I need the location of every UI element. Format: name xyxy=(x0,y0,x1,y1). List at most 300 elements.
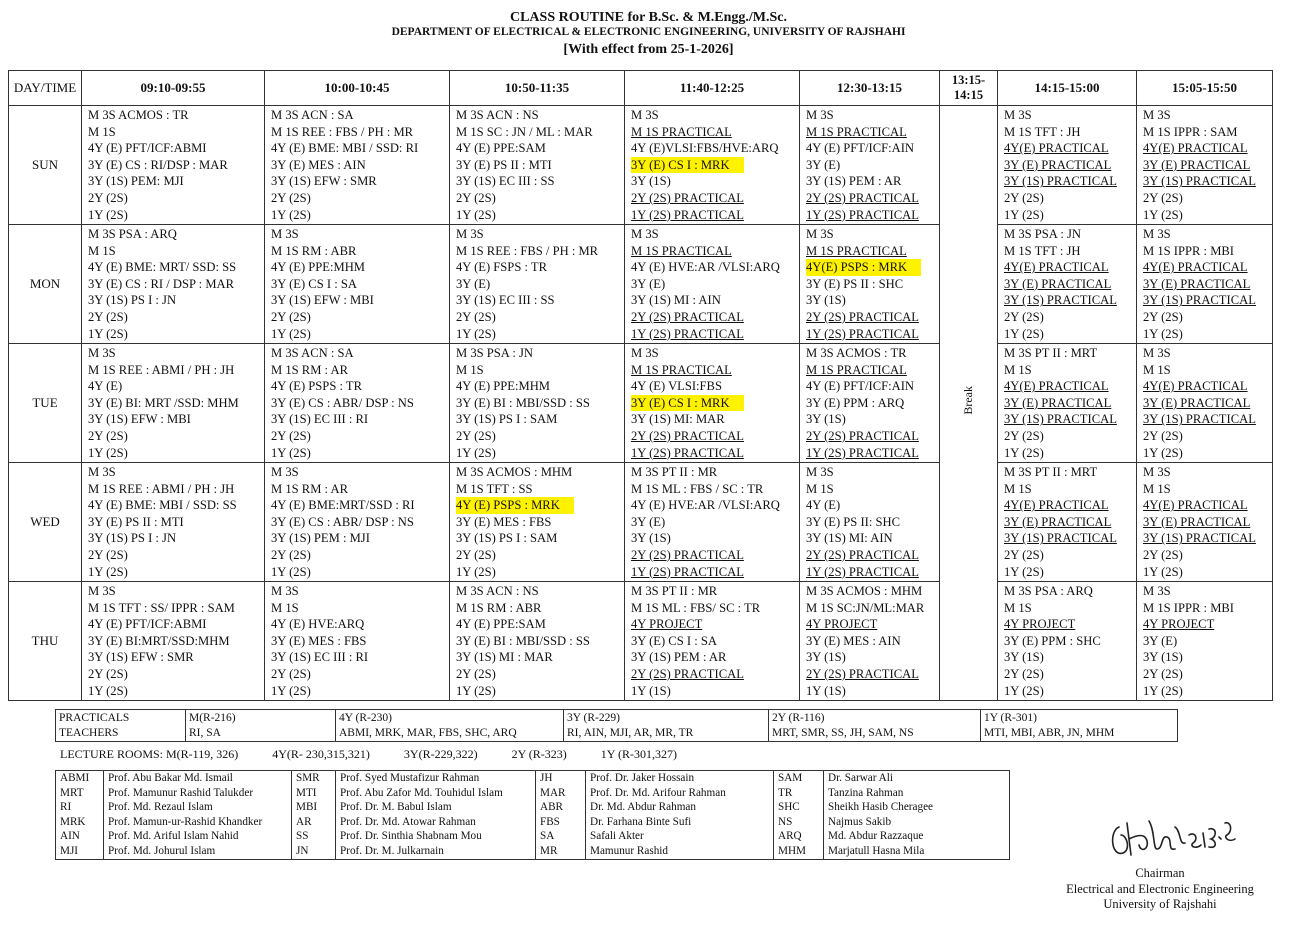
entry-text: 3Y (E) CS : ABR/ DSP : NS xyxy=(271,514,414,529)
time-slot-header: 11:40-12:25 xyxy=(625,71,800,106)
class-cell xyxy=(800,582,940,701)
teacher-code: SS xyxy=(292,829,336,844)
class-entry xyxy=(1143,481,1272,498)
entry-text: M 3S xyxy=(806,108,834,122)
entry-text: M 1S REE : ABMI / PH : JH xyxy=(88,362,235,377)
entry-text: 3Y (E) MES : FBS xyxy=(271,633,367,648)
class-entry xyxy=(1143,124,1272,141)
entry-text: 2Y (2S) PRACTICAL xyxy=(631,309,744,324)
class-entry xyxy=(1004,207,1136,224)
class-entry xyxy=(1004,345,1136,362)
class-entry xyxy=(1143,326,1272,343)
teacher-name: Sheikh Hasib Cheragee xyxy=(824,800,1010,815)
entry-text: 1Y (2S) xyxy=(1004,445,1044,460)
chair-line: Chairman xyxy=(1135,866,1185,880)
entry-text: 3Y (1S) MI : AIN xyxy=(631,293,721,308)
teacher-code: JH xyxy=(536,771,586,786)
entry-text: 3Y (1S) xyxy=(1143,650,1183,665)
entry-text: 1Y (2S) xyxy=(456,326,496,341)
class-entry xyxy=(271,683,449,700)
class-entry xyxy=(271,564,449,581)
entry-text: 1Y (2S) xyxy=(1004,326,1044,341)
class-entry xyxy=(1004,649,1136,666)
class-entry xyxy=(271,583,449,600)
entry-text: M 1S RM : ABR xyxy=(271,243,357,258)
entry-text: 3Y (E) xyxy=(806,157,841,172)
class-entry xyxy=(631,683,799,700)
entry-text: 1Y (2S) xyxy=(88,207,128,222)
entry-text: 2Y (2S) xyxy=(1004,547,1044,562)
entry-text: M 1S xyxy=(271,600,299,615)
teacher-name: Prof. Dr. M. Julkarnain xyxy=(336,844,536,859)
entry-text: 3Y (1S) EC III : SS xyxy=(456,174,555,189)
entry-text: M 3S xyxy=(631,346,659,360)
entry-text: 2Y (2S) PRACTICAL xyxy=(806,190,919,205)
class-entry xyxy=(1004,226,1136,243)
entry-text: M 1S PRACTICAL xyxy=(631,243,732,258)
teacher-name: Prof. Dr. Jaker Hossain xyxy=(586,771,774,786)
entry-text: 4Y (E) xyxy=(806,498,841,513)
class-entry xyxy=(1143,243,1272,260)
class-entry xyxy=(88,207,264,224)
entry-text: 3Y (1S) PS I : SAM xyxy=(456,531,558,546)
entry-text: M 3S xyxy=(1143,584,1171,598)
class-cell xyxy=(265,582,450,701)
entry-text: 3Y (E) CS : ABR/ DSP : NS xyxy=(271,395,414,410)
class-entry xyxy=(1004,259,1136,276)
teacher-code: SA xyxy=(536,829,586,844)
teacher-name: Prof. Md. Johurul Islam xyxy=(104,844,292,859)
class-entry xyxy=(631,564,799,581)
entry-text: 3Y (1S) PRACTICAL xyxy=(1143,174,1256,189)
class-cell xyxy=(82,344,265,463)
entry-text: 3Y (1S) PEM : AR xyxy=(631,650,727,665)
break-time-header: 13:15- 14:15 xyxy=(940,71,998,106)
class-entry xyxy=(631,428,799,445)
class-entry xyxy=(88,616,264,633)
teacher-name: Prof. Abu Zafor Md. Touhidul Islam xyxy=(336,786,536,801)
entry-text: 2Y (2S) xyxy=(456,309,496,324)
entry-text: 1Y (2S) PRACTICAL xyxy=(631,445,744,460)
teacher-name: Prof. Dr. Md. Arifour Rahman xyxy=(586,786,774,801)
class-entry xyxy=(456,600,624,617)
entry-text: 4Y (E) HVE:AR /VLSI:ARQ xyxy=(631,498,780,513)
class-entry xyxy=(456,190,624,207)
class-entry xyxy=(806,345,939,362)
entry-text: 3Y (1S) xyxy=(1004,650,1044,665)
class-entry xyxy=(631,547,799,564)
class-entry xyxy=(1143,514,1272,531)
class-cell xyxy=(800,225,940,344)
day-row-thu xyxy=(9,582,1273,701)
entry-text: 2Y (2S) xyxy=(1004,666,1044,681)
entry-text: M 3S xyxy=(271,584,299,598)
teacher-row xyxy=(56,815,1010,830)
class-entry xyxy=(1143,633,1272,650)
class-entry xyxy=(88,243,264,260)
class-entry xyxy=(456,666,624,683)
entry-text: 3Y (1S) PEM: MJI xyxy=(88,174,184,189)
entry-text: 3Y (E) PRACTICAL xyxy=(1143,395,1251,410)
chairman-title xyxy=(1030,866,1290,913)
teacher-code: MRK xyxy=(56,815,104,830)
teacher-name: Prof. Mamunur Rashid Talukder xyxy=(104,786,292,801)
teacher-row xyxy=(56,844,1010,859)
entry-text: 3Y (E) MES : AIN xyxy=(271,157,366,172)
entry-text: 4Y (E) BME: MBI / SSD: RI xyxy=(271,141,419,156)
class-entry xyxy=(806,309,939,326)
class-cell xyxy=(998,344,1137,463)
teacher-code: ABMI xyxy=(56,771,104,786)
class-entry xyxy=(1143,547,1272,564)
class-entry xyxy=(806,633,939,650)
class-entry xyxy=(271,107,449,124)
entry-text: 1Y (1S) xyxy=(806,683,846,698)
entry-text: 3Y (E) xyxy=(631,276,666,291)
class-entry xyxy=(271,395,449,412)
class-entry xyxy=(456,259,624,276)
entry-text: M 3S xyxy=(1143,108,1171,122)
entry-text: M 1S PRACTICAL xyxy=(631,362,732,377)
class-entry xyxy=(271,649,449,666)
effective-date: [With effect from 25-1-2026] xyxy=(563,42,734,57)
entry-text: M 3S PSA : ARQ xyxy=(1004,584,1093,598)
class-entry xyxy=(1143,428,1272,445)
practical-room: 3Y (R-229) xyxy=(567,712,620,724)
entry-text: 3Y (E) BI : MBI/SSD : SS xyxy=(456,633,590,648)
entry-text: 2Y (2S) xyxy=(1143,547,1183,562)
class-entry xyxy=(631,445,799,462)
entry-text: M 3S xyxy=(806,227,834,241)
entry-text: M 3S PSA : JN xyxy=(456,346,533,360)
class-entry xyxy=(88,683,264,700)
entry-text: 2Y (2S) xyxy=(88,666,128,681)
entry-text: 4Y(E) PRACTICAL xyxy=(1004,141,1109,156)
day-row-wed xyxy=(9,463,1273,582)
class-entry xyxy=(1004,395,1136,412)
class-entry xyxy=(271,428,449,445)
class-entry xyxy=(806,616,939,633)
entry-text: 3Y (E) MES : AIN xyxy=(806,633,901,648)
practicals-table xyxy=(55,709,1178,742)
entry-text: 1Y (2S) xyxy=(88,564,128,579)
entry-text: 4Y (E) PFT/ICF:AIN xyxy=(806,141,914,156)
class-entry xyxy=(806,140,939,157)
class-entry xyxy=(1004,547,1136,564)
entry-text: 2Y (2S) xyxy=(456,666,496,681)
teacher-code: MHM xyxy=(774,844,824,859)
class-entry xyxy=(271,362,449,379)
class-entry xyxy=(1143,616,1272,633)
class-entry xyxy=(1004,326,1136,343)
class-entry xyxy=(88,428,264,445)
entry-text: M 3S xyxy=(88,346,116,360)
entry-text: 4Y (E) PFT/ICF:ABMI xyxy=(88,617,207,632)
entry-text: M 3S ACN : SA xyxy=(271,108,354,122)
entry-text: 2Y (2S) PRACTICAL xyxy=(806,428,919,443)
class-entry xyxy=(271,243,449,260)
class-entry xyxy=(806,564,939,581)
lecture-rooms xyxy=(60,747,711,762)
entry-text: M 3S ACMOS : TR xyxy=(806,346,907,360)
entry-text: 3Y (E) BI : MBI/SSD : SS xyxy=(456,395,590,410)
day-row-sun xyxy=(9,106,1273,225)
entry-text: 3Y (1S) PS I : JN xyxy=(88,293,177,308)
entry-text: 2Y (2S) xyxy=(88,309,128,324)
class-entry xyxy=(1143,292,1272,309)
class-entry xyxy=(1143,411,1272,428)
class-entry xyxy=(88,600,264,617)
class-entry xyxy=(1004,464,1136,481)
entry-text: 1Y (2S) xyxy=(1143,445,1183,460)
entry-text: 3Y (1S) PRACTICAL xyxy=(1143,531,1256,546)
entry-text: 2Y (2S) xyxy=(456,547,496,562)
class-entry xyxy=(88,259,264,276)
teacher-code: MJI xyxy=(56,844,104,859)
entry-text: 3Y (1S) EFW : MBI xyxy=(88,412,191,427)
entry-text: 1Y (2S) xyxy=(88,683,128,698)
class-entry xyxy=(271,411,449,428)
class-cell xyxy=(82,106,265,225)
entry-text: 4Y PROJECT xyxy=(631,617,703,632)
entry-text: M 3S ACMOS : TR xyxy=(88,108,189,122)
entry-text: M 1S REE : FBS / PH : MR xyxy=(271,124,414,139)
class-entry xyxy=(631,226,799,243)
class-entry xyxy=(88,666,264,683)
class-entry xyxy=(456,514,624,531)
highlighted-entry: 3Y (E) CS I : MRK xyxy=(631,395,744,412)
class-entry xyxy=(1143,530,1272,547)
class-cell xyxy=(1137,582,1273,701)
entry-text: 1Y (2S) PRACTICAL xyxy=(631,564,744,579)
class-entry xyxy=(1143,395,1272,412)
class-entry xyxy=(456,173,624,190)
class-entry xyxy=(1143,445,1272,462)
class-cell xyxy=(1137,225,1273,344)
class-entry xyxy=(631,530,799,547)
class-entry xyxy=(631,497,799,514)
entry-text: M 1S SC:JN/ML:MAR xyxy=(806,600,925,615)
class-entry xyxy=(456,649,624,666)
class-entry xyxy=(806,243,939,260)
entry-text: 4Y (E) BME: MRT/ SSD: SS xyxy=(88,260,237,275)
entry-text: 1Y (2S) xyxy=(271,683,311,698)
practicals-row xyxy=(56,710,1178,742)
entry-text: 2Y (2S) xyxy=(1004,428,1044,443)
entry-text: M 1S IPPR : MBI xyxy=(1143,243,1234,258)
entry-text: 3Y (1S) MI: AIN xyxy=(806,531,893,546)
entry-text: 3Y (E) BI:MRT/SSD:MHM xyxy=(88,633,230,648)
chair-line: Electrical and Electronic Engineering xyxy=(1066,881,1254,896)
entry-text: 3Y (1S) EC III : RI xyxy=(271,650,369,665)
class-entry xyxy=(631,276,799,293)
class-entry xyxy=(631,666,799,683)
entry-text: 3Y (E) PPM : ARQ xyxy=(806,395,905,410)
entry-text: 2Y (2S) PRACTICAL xyxy=(631,666,744,681)
class-entry xyxy=(1143,276,1272,293)
class-entry xyxy=(456,428,624,445)
day-label: THU xyxy=(9,582,82,701)
class-entry xyxy=(806,481,939,498)
entry-text: 3Y (1S) PRACTICAL xyxy=(1143,293,1256,308)
entry-text: 3Y (1S) PEM : AR xyxy=(806,174,902,189)
class-cell xyxy=(450,463,625,582)
entry-text: M 3S xyxy=(631,227,659,241)
entry-text: 3Y (E) PRACTICAL xyxy=(1004,395,1112,410)
teacher-name: Md. Abdur Razzaque xyxy=(824,829,1010,844)
entry-text: 4Y (E) PPE:SAM xyxy=(456,617,546,632)
entry-text: 2Y (2S) PRACTICAL xyxy=(806,547,919,562)
class-entry xyxy=(271,124,449,141)
class-cell xyxy=(998,463,1137,582)
entry-text: 3Y (E) PPM : SHC xyxy=(1004,633,1101,648)
class-entry xyxy=(806,649,939,666)
class-entry xyxy=(271,445,449,462)
entry-text: 4Y (E) PFT/ICF:ABMI xyxy=(88,141,207,156)
time-slot-header: 14:15-15:00 xyxy=(998,71,1137,106)
class-entry xyxy=(631,309,799,326)
entry-text: 3Y (1S) PRACTICAL xyxy=(1004,412,1117,427)
class-cell xyxy=(265,225,450,344)
routine-table xyxy=(8,70,1273,701)
class-entry xyxy=(1143,378,1272,395)
entry-text: M 1S xyxy=(1004,481,1032,496)
entry-text: 2Y (2S) xyxy=(88,190,128,205)
day-row-mon xyxy=(9,225,1273,344)
class-entry xyxy=(271,140,449,157)
class-entry xyxy=(631,107,799,124)
class-entry xyxy=(88,564,264,581)
class-entry xyxy=(806,497,939,514)
class-cell xyxy=(82,463,265,582)
class-entry xyxy=(1143,583,1272,600)
class-entry xyxy=(631,633,799,650)
class-entry xyxy=(88,362,264,379)
practical-room: 4Y (R-230) xyxy=(339,712,392,724)
teacher-name: Prof. Dr. Sinthia Shabnam Mou xyxy=(336,829,536,844)
class-entry xyxy=(456,547,624,564)
entry-text: M 1S xyxy=(1143,362,1171,377)
entry-text: 4Y (E) FSPS : TR xyxy=(456,260,547,275)
class-entry xyxy=(88,633,264,650)
class-entry xyxy=(456,683,624,700)
class-entry xyxy=(456,140,624,157)
entry-text: 1Y (2S) xyxy=(271,445,311,460)
class-entry xyxy=(806,411,939,428)
class-entry xyxy=(1143,464,1272,481)
entry-text: M 1S IPPR : SAM xyxy=(1143,124,1238,139)
entry-text: M 3S PT II : MR xyxy=(631,465,718,479)
entry-text: M 1S RM : ABR xyxy=(456,600,542,615)
entry-text: 3Y (1S) EFW : SMR xyxy=(271,174,377,189)
teacher-name: Dr. Farhana Binte Sufi xyxy=(586,815,774,830)
entry-text: 2Y (2S) xyxy=(88,547,128,562)
class-entry xyxy=(1143,497,1272,514)
teacher-code: AR xyxy=(292,815,336,830)
entry-text: 3Y (E) CS I : SA xyxy=(631,633,717,648)
class-entry xyxy=(1143,309,1272,326)
class-entry xyxy=(271,547,449,564)
entry-text: 3Y (1S) EFW : SMR xyxy=(88,650,194,665)
entry-text: 1Y (2S) xyxy=(271,564,311,579)
lecture-room: 2Y (R-323) xyxy=(511,747,567,761)
entry-text: 4Y(E) PRACTICAL xyxy=(1143,498,1248,513)
entry-text: M 3S xyxy=(271,465,299,479)
break-label: Break xyxy=(961,386,975,415)
practical-room: 2Y (R-116) xyxy=(772,712,825,724)
entry-text: 2Y (2S) PRACTICAL xyxy=(806,666,919,681)
entry-text: 1Y (2S) PRACTICAL xyxy=(631,207,744,222)
class-entry xyxy=(1143,226,1272,243)
class-entry xyxy=(88,547,264,564)
entry-text: 2Y (2S) xyxy=(1143,190,1183,205)
lecture-room: 1Y (R-301,327) xyxy=(600,747,678,761)
class-entry xyxy=(271,226,449,243)
class-entry xyxy=(456,157,624,174)
teacher-name: Dr. Md. Abdur Rahman xyxy=(586,800,774,815)
entry-text: M 1S RM : AR xyxy=(271,362,348,377)
entry-text: 3Y (1S) xyxy=(806,412,846,427)
entry-text: 3Y (1S) PS I : SAM xyxy=(456,412,558,427)
highlighted-entry: 3Y (E) CS I : MRK xyxy=(631,157,744,174)
class-entry xyxy=(806,292,939,309)
class-entry xyxy=(456,616,624,633)
class-cell xyxy=(998,225,1137,344)
time-slot-header: 12:30-13:15 xyxy=(800,71,940,106)
class-cell xyxy=(450,582,625,701)
entry-text: 4Y (E) BME: MBI / SSD: SS xyxy=(88,498,237,513)
day-label: WED xyxy=(9,463,82,582)
entry-text: 3Y (1S) xyxy=(806,293,846,308)
entry-text: 4Y (E)VLSI:FBS/HVE:ARQ xyxy=(631,141,779,156)
entry-text: 4Y (E) PPE:SAM xyxy=(456,141,546,156)
entry-text: M 1S xyxy=(806,481,834,496)
lecture-room: LECTURE ROOMS: M(R-119, 326) xyxy=(60,747,239,761)
entry-text: 4Y (E) PPE:MHM xyxy=(271,260,365,275)
teacher-name: Prof. Dr. Md. Atowar Rahman xyxy=(336,815,536,830)
class-entry xyxy=(271,514,449,531)
page-title: CLASS ROUTINE for B.Sc. & M.Engg./M.Sc. xyxy=(509,10,788,25)
entry-text: M 3S xyxy=(456,227,484,241)
class-entry xyxy=(456,395,624,412)
class-entry xyxy=(806,173,939,190)
entry-text: M 3S xyxy=(88,465,116,479)
class-entry xyxy=(806,683,939,700)
class-entry xyxy=(88,411,264,428)
teacher-row xyxy=(56,786,1010,801)
class-entry xyxy=(806,207,939,224)
class-entry xyxy=(1143,345,1272,362)
entry-text: M 1S SC : JN / ML : MAR xyxy=(456,124,593,139)
entry-text: 4Y (E) VLSI:FBS xyxy=(631,379,722,394)
entry-text: 4Y (E) HVE:AR /VLSI:ARQ xyxy=(631,260,780,275)
entry-text: 2Y (2S) xyxy=(456,428,496,443)
department-name: DEPARTMENT OF ELECTRICAL & ELECTRONIC ENGINEERING, UNIVERSITY OF RAJSHAHI xyxy=(391,26,906,38)
teacher-code: MRT xyxy=(56,786,104,801)
teacher-name: Marjatull Hasna Mila xyxy=(824,844,1010,859)
class-entry xyxy=(456,226,624,243)
class-entry xyxy=(806,547,939,564)
class-cell xyxy=(625,344,800,463)
class-cell xyxy=(450,225,625,344)
entry-text: 1Y (2S) xyxy=(456,683,496,698)
day-label: SUN xyxy=(9,106,82,225)
entry-text: M 1S PRACTICAL xyxy=(806,243,907,258)
teacher-name: Prof. Mamun-ur-Rashid Khandker xyxy=(104,815,292,830)
entry-text: 3Y (E) PS II: SHC xyxy=(806,514,900,529)
class-entry xyxy=(1004,309,1136,326)
time-slot-header: 10:00-10:45 xyxy=(265,71,450,106)
